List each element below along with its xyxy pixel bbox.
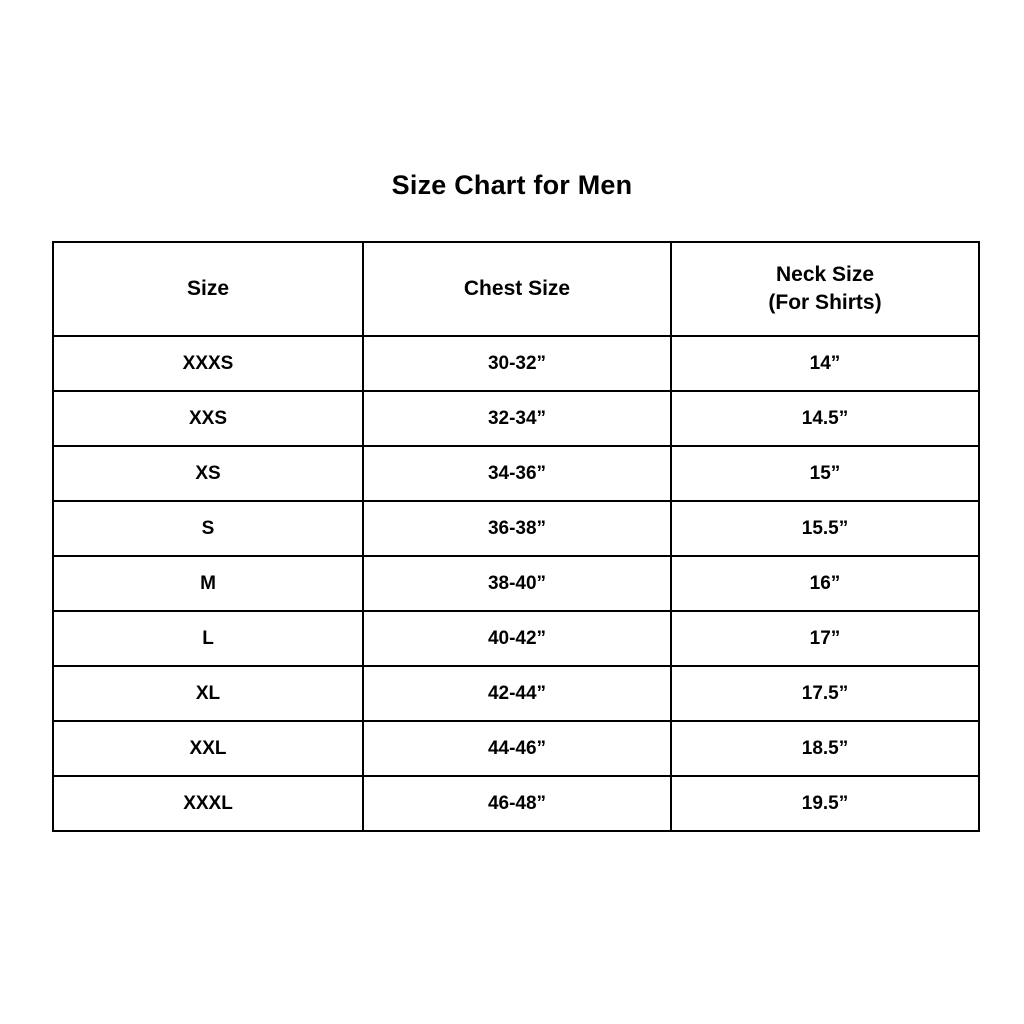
table-row (53, 556, 979, 611)
table-row (53, 446, 979, 501)
cell-size: XXXL (53, 776, 363, 831)
column-header-neck (671, 242, 979, 336)
table-row (53, 776, 979, 831)
cell-chest: 30-32” (363, 336, 671, 391)
cell-neck: 16” (671, 556, 979, 611)
cell-neck: 17.5” (671, 666, 979, 721)
cell-chest: 46-48” (363, 776, 671, 831)
table-header (53, 242, 979, 336)
cell-neck: 15.5” (671, 501, 979, 556)
cell-size: M (53, 556, 363, 611)
cell-neck: 19.5” (671, 776, 979, 831)
column-header-neck-label: Neck Size (775, 262, 875, 286)
column-header-size (53, 242, 363, 336)
size-chart-table (52, 241, 980, 832)
cell-neck: 14.5” (671, 391, 979, 446)
column-header-size-label: Size (186, 276, 230, 300)
cell-chest: 42-44” (363, 666, 671, 721)
cell-size: L (53, 611, 363, 666)
cell-neck: 14” (671, 336, 979, 391)
column-header-neck-sublabel: (For Shirts) (768, 291, 882, 314)
column-header-chest-label: Chest Size (463, 276, 571, 300)
table-body (53, 336, 979, 831)
cell-neck: 17” (671, 611, 979, 666)
page-title: Size Chart for Men (391, 170, 633, 200)
cell-chest: 44-46” (363, 721, 671, 776)
cell-size: XS (53, 446, 363, 501)
table-row (53, 336, 979, 391)
cell-size: XXS (53, 391, 363, 446)
cell-neck: 15” (671, 446, 979, 501)
cell-chest: 34-36” (363, 446, 671, 501)
cell-chest: 32-34” (363, 391, 671, 446)
cell-size: XXXS (53, 336, 363, 391)
table-header-row (53, 242, 979, 336)
cell-chest: 40-42” (363, 611, 671, 666)
table-row (53, 666, 979, 721)
cell-neck: 18.5” (671, 721, 979, 776)
table-row (53, 391, 979, 446)
cell-chest: 38-40” (363, 556, 671, 611)
cell-chest: 36-38” (363, 501, 671, 556)
cell-size: XXL (53, 721, 363, 776)
cell-size: S (53, 501, 363, 556)
cell-size: XL (53, 666, 363, 721)
table-row (53, 611, 979, 666)
column-header-chest (363, 242, 671, 336)
table-row (53, 721, 979, 776)
table-row (53, 501, 979, 556)
